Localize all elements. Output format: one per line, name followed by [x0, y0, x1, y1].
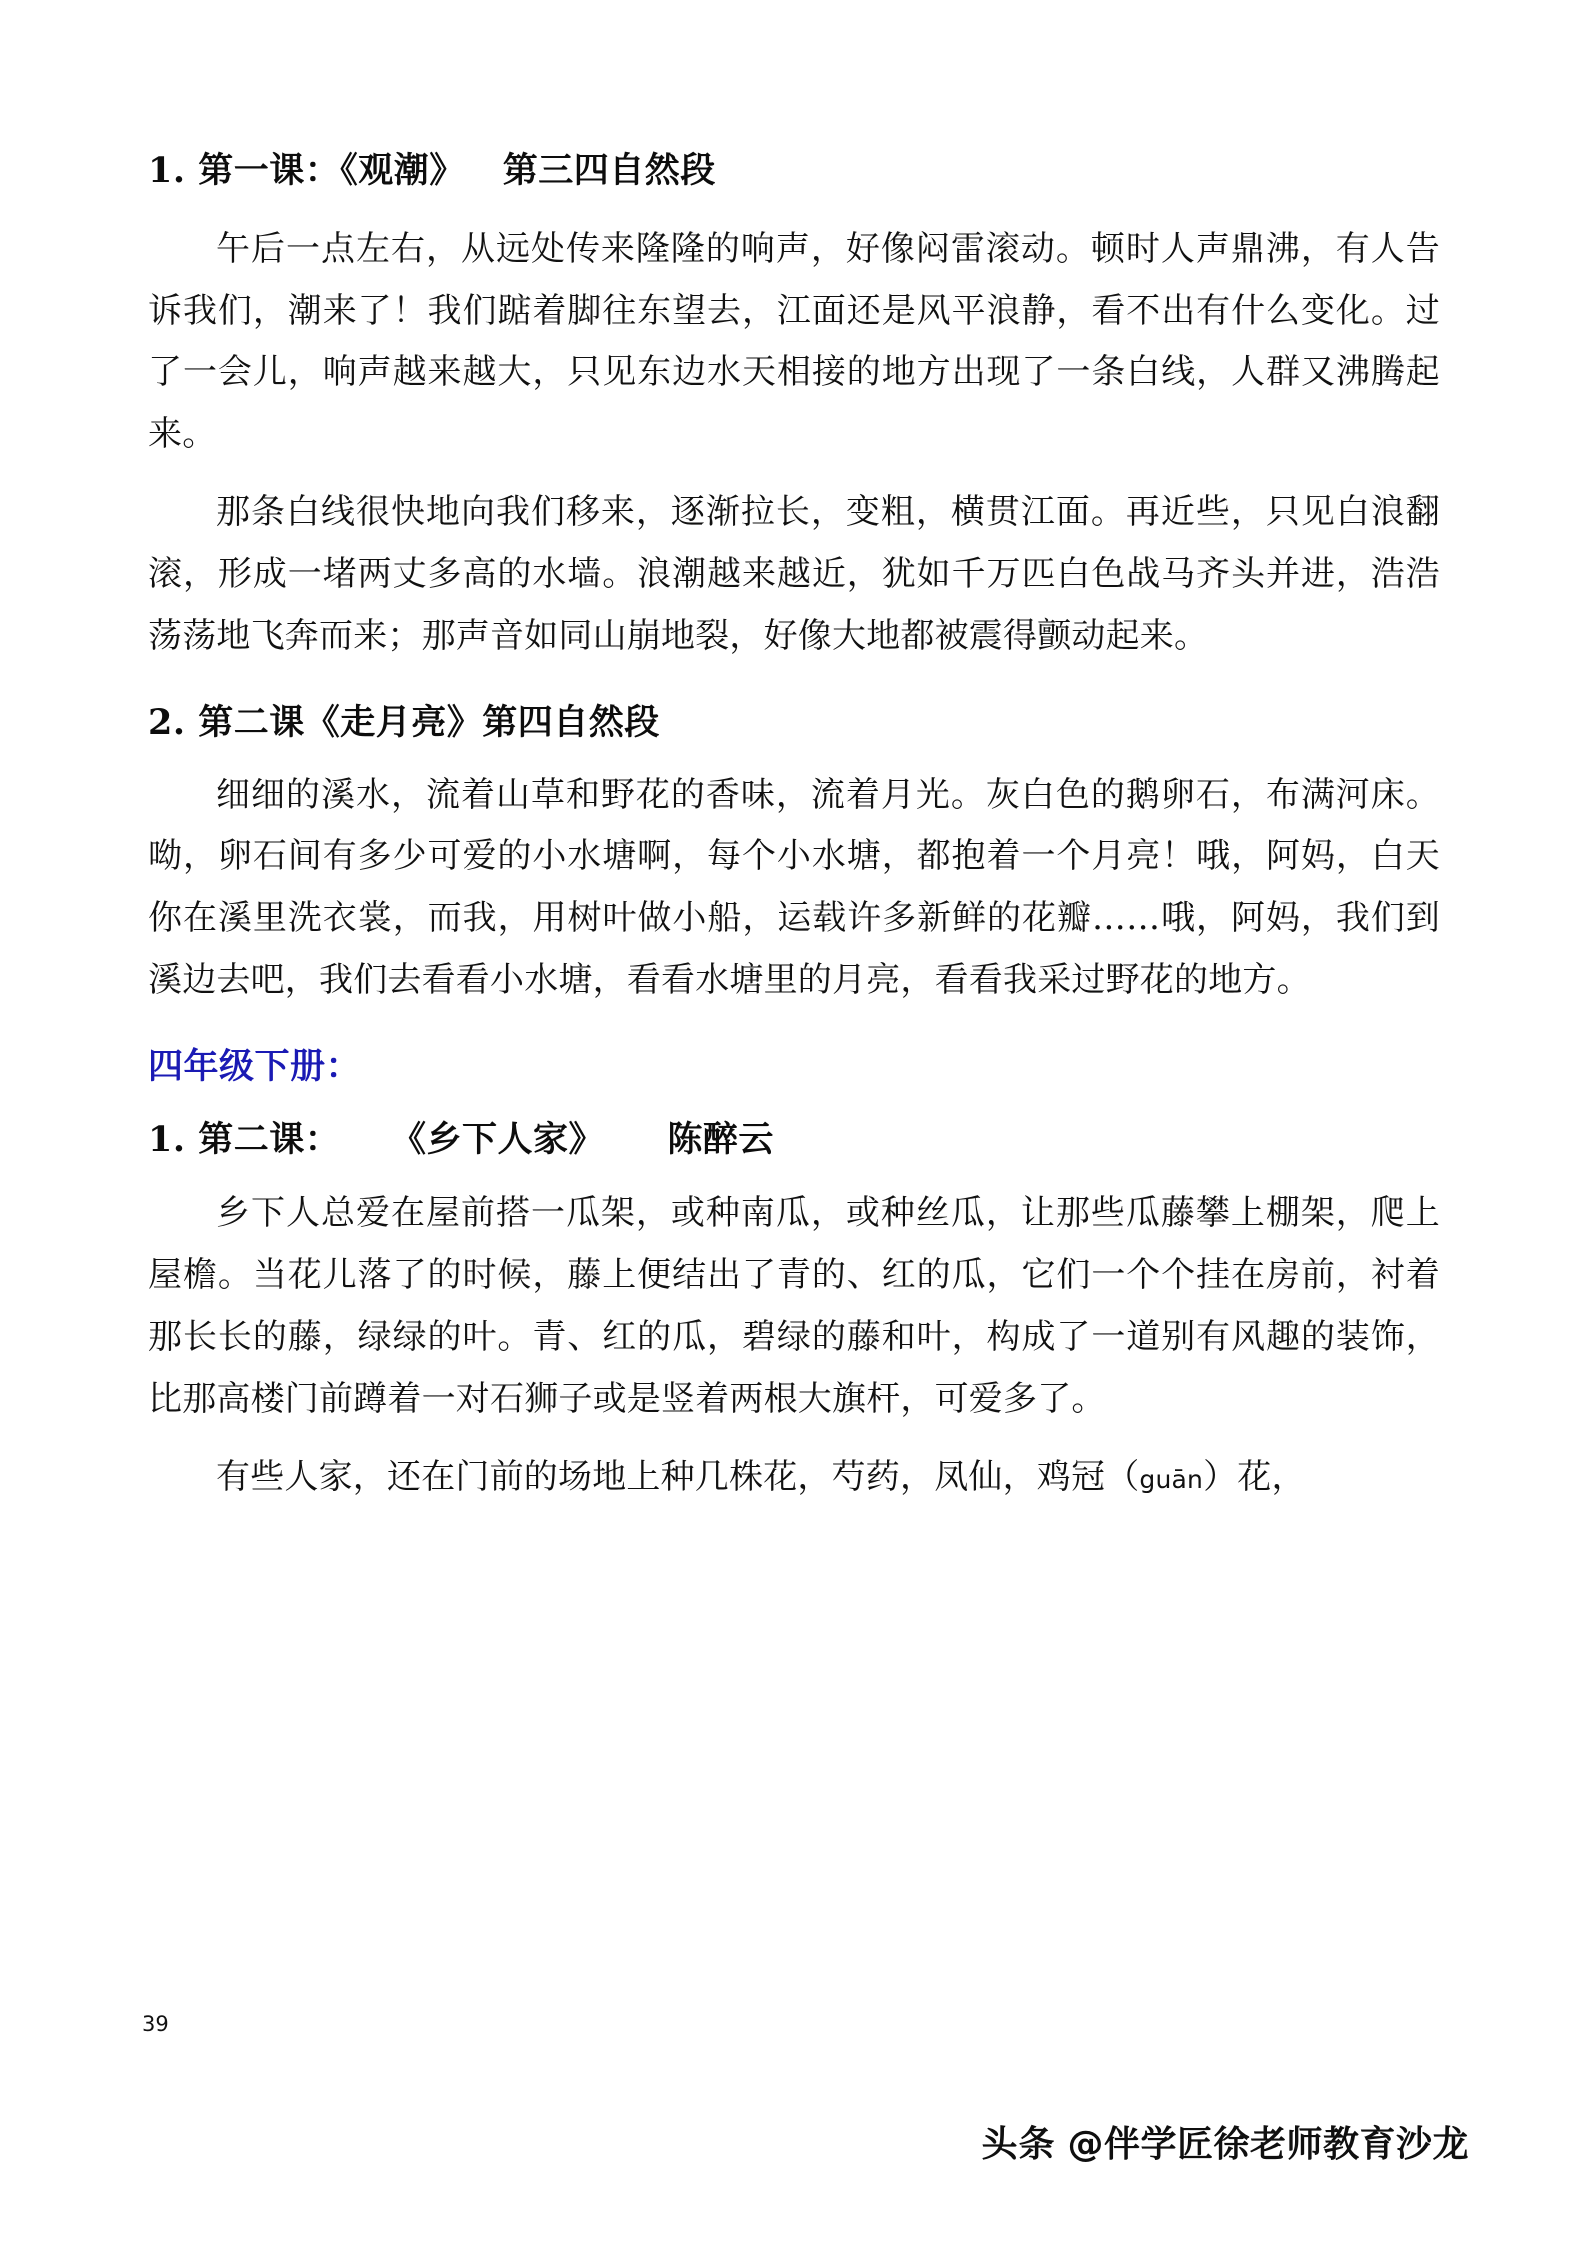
pinyin-annotation: guān: [1139, 1464, 1204, 1494]
paragraph-text-suffix: ）花，: [1203, 1456, 1306, 1497]
footer-watermark: [981, 2116, 1469, 2167]
account-handle: @伴学匠徐老师教育沙龙: [1067, 2124, 1469, 2165]
page-number: 39: [142, 2012, 169, 2036]
section-heading-grade-four-volume-two: 四年级下册：: [148, 1046, 362, 1087]
paragraph-xiangxiarenjia-1: 乡下人总爱在屋前搭一瓜架，或种南瓜，或种丝瓜，让那些瓜藤攀上棚架，爬上屋檐。当花儿落了的时候，藤上便结出了青的、红的瓜，它们一个个挂在房前，衬着那长长的藤，绿绿的叶。青、红的瓜，碧绿的藤和叶，构成了一道别有风趣的装饰，比那高楼门前蹲着一对石狮子或是竖着两根大旗杆，可爱多了。: [148, 1193, 1440, 1419]
document-content: [148, 150, 1440, 1519]
toutiao-logo: 头条: [981, 2124, 1056, 2165]
paragraph-xiangxiarenjia-2: [148, 1447, 1440, 1509]
section-heading-guanchao: 1. 第一课：《观潮》 第三四自然段: [148, 150, 716, 191]
paragraph-zouyueliang-1: 细细的溪水，流着山草和野花的香味，流着月光。灰白色的鹅卵石，布满河床。呦，卵石间有多少可爱的小水塘啊，每个小水塘，都抱着一个月亮！哦，阿妈，白天你在溪里洗衣裳，而我，用树叶做小船，运载许多新鲜的花瓣……哦，阿妈，我们到溪边去吧，我们去看看小水塘，看看水塘里的月亮，看看我采过野花的地方。: [148, 774, 1440, 1001]
paragraph-guanchao-1: 午后一点左右，从远处传来隆隆的响声，好像闷雷滚动。顿时人声鼎沸，有人告诉我们，潮来了！我们踮着脚往东望去，江面还是风平浪静，看不出有什么变化。过了一会儿，响声越来越大，只见东边水天相接的地方出现了一条白线，人群又沸腾起来。: [148, 228, 1440, 455]
section-heading-zouyueliang: 2. 第二课《走月亮》第四自然段: [148, 701, 660, 743]
section-heading-xiangxiarenjia: 1. 第二课： 《乡下人家》 陈醉云: [148, 1118, 774, 1160]
paragraph-guanchao-2: 那条白线很快地向我们移来，逐渐拉长，变粗，横贯江面。再近些，只见白浪翻滚，形成一堵两丈多高的水墙。浪潮越来越近，犹如千万匹白色战马齐头并进，浩浩荡荡地飞奔而来；那声音如同山崩地裂，好像大地都被震得颤动起来。: [148, 492, 1440, 656]
paragraph-text-prefix: 有些人家，还在门前的场地上种几株花，芍药，凤仙，鸡冠（: [216, 1456, 1140, 1497]
